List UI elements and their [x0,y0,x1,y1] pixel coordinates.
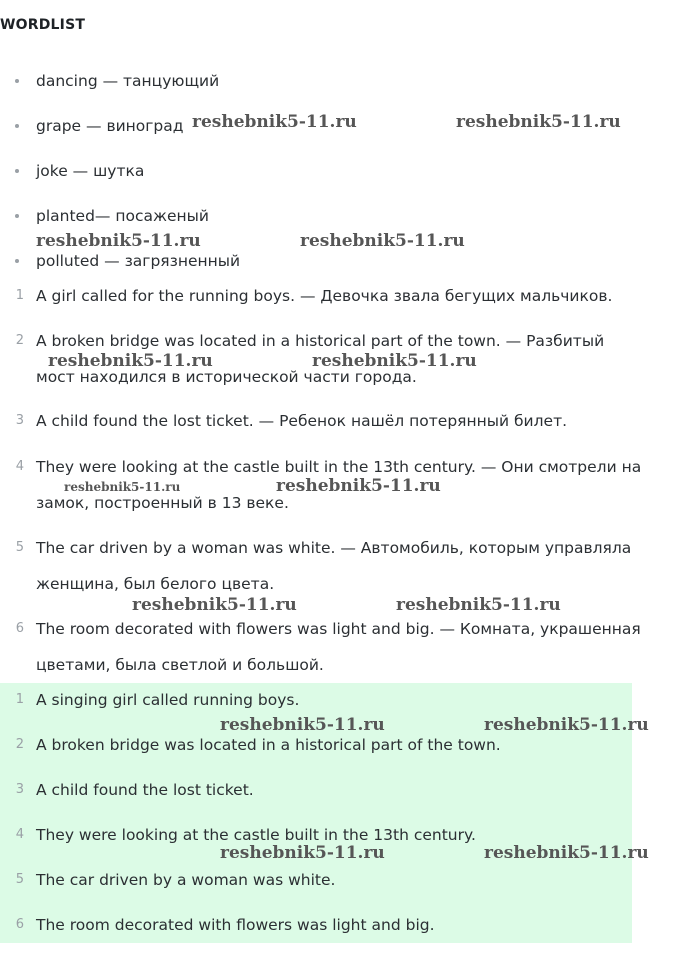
wordlist-item-text: dancing — танцующий [36,72,220,90]
watermark: reshebnik5-11.ru [220,843,385,863]
translation-line: A girl called for the running boys. — Девочка звала бегущих мальчиков. [36,287,613,305]
watermark: reshebnik5-11.ru [276,476,441,496]
wordlist-item-text: planted— посаженый [36,207,209,225]
item-number: 3 [15,413,24,428]
item-number: 5 [15,540,24,555]
watermark: reshebnik5-11.ru [36,231,201,251]
translation-line: мост находился в исторической части города. [36,368,417,386]
watermark: reshebnik5-11.ru [220,715,385,735]
translation-line: цветами, была светлой и большой. [36,656,324,674]
item-number: 2 [15,333,24,348]
item-number: 5 [15,872,24,887]
wordlist-heading: WORDLIST [0,17,86,33]
answer-text: They were looking at the castle built in the 13th century. [36,826,476,844]
bullet-dot [15,124,19,128]
translation-line: The room decorated with flowers was light and big. — Комната, украшенная [36,620,641,638]
wordlist-item-text: joke — шутка [36,162,145,180]
watermark: reshebnik5-11.ru [312,351,477,371]
answer-text: The car driven by a woman was white. [36,871,336,889]
translation-line: A child found the lost ticket. — Ребенок нашёл потерянный билет. [36,412,568,430]
item-number: 6 [15,917,24,932]
watermark: reshebnik5-11.ru [132,595,297,615]
translation-line: They were looking at the castle built in the 13th century. — Они смотрели на [36,458,642,476]
item-number: 2 [15,737,24,752]
answer-text: A broken bridge was located in a historical part of the town. [36,736,501,754]
item-number: 4 [15,827,24,842]
translation-line: The car driven by a woman was white. — Автомобиль, которым управляла [36,539,632,557]
item-number: 1 [15,692,24,707]
translation-line: A broken bridge was located in a historical part of the town. — Разбитый [36,332,605,350]
item-number: 1 [15,288,24,303]
watermark: reshebnik5-11.ru [396,595,561,615]
watermark: reshebnik5-11.ru [300,231,465,251]
watermark: reshebnik5-11.ru [484,715,649,735]
watermark: reshebnik5-11.ru [192,112,357,132]
watermark: reshebnik5-11.ru [64,480,181,494]
watermark: reshebnik5-11.ru [484,843,649,863]
bullet-dot [15,79,19,83]
translation-line: замок, построенный в 13 веке. [36,494,289,512]
bullet-dot [15,169,19,173]
bullet-dot [15,214,19,218]
watermark: reshebnik5-11.ru [48,351,213,371]
item-number: 6 [15,621,24,636]
item-number: 3 [15,782,24,797]
item-number: 4 [15,459,24,474]
answer-text: The room decorated with flowers was light and big. [36,916,435,934]
wordlist-item-text: grape — виноград [36,117,184,135]
answer-text: A singing girl called running boys. [36,691,300,709]
translation-line: женщина, был белого цвета. [36,575,275,593]
wordlist-item-text: polluted — загрязненный [36,252,241,270]
answer-text: A child found the lost ticket. [36,781,254,799]
watermark: reshebnik5-11.ru [456,112,621,132]
bullet-dot [15,259,19,263]
